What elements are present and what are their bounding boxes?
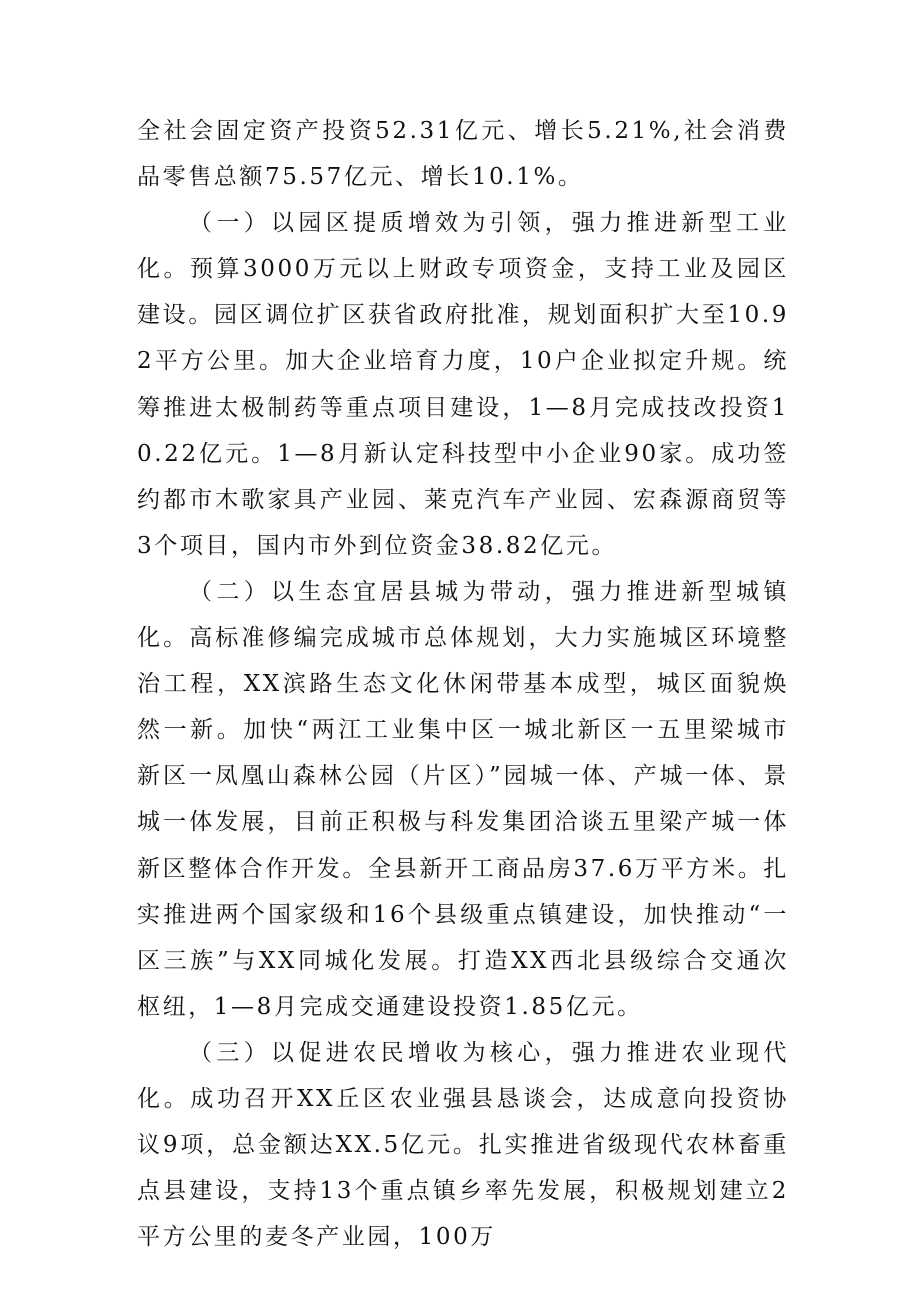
paragraph-industrialization: （一）以园区提质增效为引领，强力推进新型工业化。预算3000万元以上财政专项资金，支持工业及园区建设。园区调位扩区获省政府批准，规划面积扩大至10.92平方公里。加大企业培育力度，10户企业拟定升规。统筹推进太极制药等重点项目建设，1—8月完成技改投资10.22亿元。1—8月新认定科技型中小企业90家。成功签约都市木歌家具产业园、莱克汽车产业园、宏森源商贸等3个项目，国内市外到位资金38.82亿元。 xyxy=(137,210,789,559)
paragraph-continuation: 全社会固定资产投资52.31亿元、增长5.21%,社会消费品零售总额75.57亿元、增长10.1%。 xyxy=(137,118,789,191)
paragraph-agriculture: （三）以促进农民增收为核心，强力推进农业现代化。成功召开XX丘区农业强县恳谈会，达成意向投资协议9项，总金额达XX.5亿元。扎实推进省级现代农林畜重点县建设，支持13个重点镇乡率先发展，积极规划建立2平方公里的麦冬产业园，100万 xyxy=(137,1039,789,1251)
document-body xyxy=(137,108,789,1260)
paragraph-urbanization: （二）以生态宜居县城为带动，强力推进新型城镇化。高标准修编完成城市总体规划，大力实施城区环境整治工程，XX滨路生态文化休闲带基本成型，城区面貌焕然一新。加快“两江工业集中区一城北新区一五里梁城市新区一凤凰山森林公园（片区）”园城一体、产城一体、景城一体发展，目前正积极与科发集团洽谈五里梁产城一体新区整体合作开发。全县新开工商品房37.6万平方米。扎实推进两个国家级和16个县级重点镇建设，加快推动“一区三族”与XX同城化发展。打造XX西北县级综合交通次枢纽，1—8月完成交通建设投资1.85亿元。 xyxy=(137,578,789,1020)
